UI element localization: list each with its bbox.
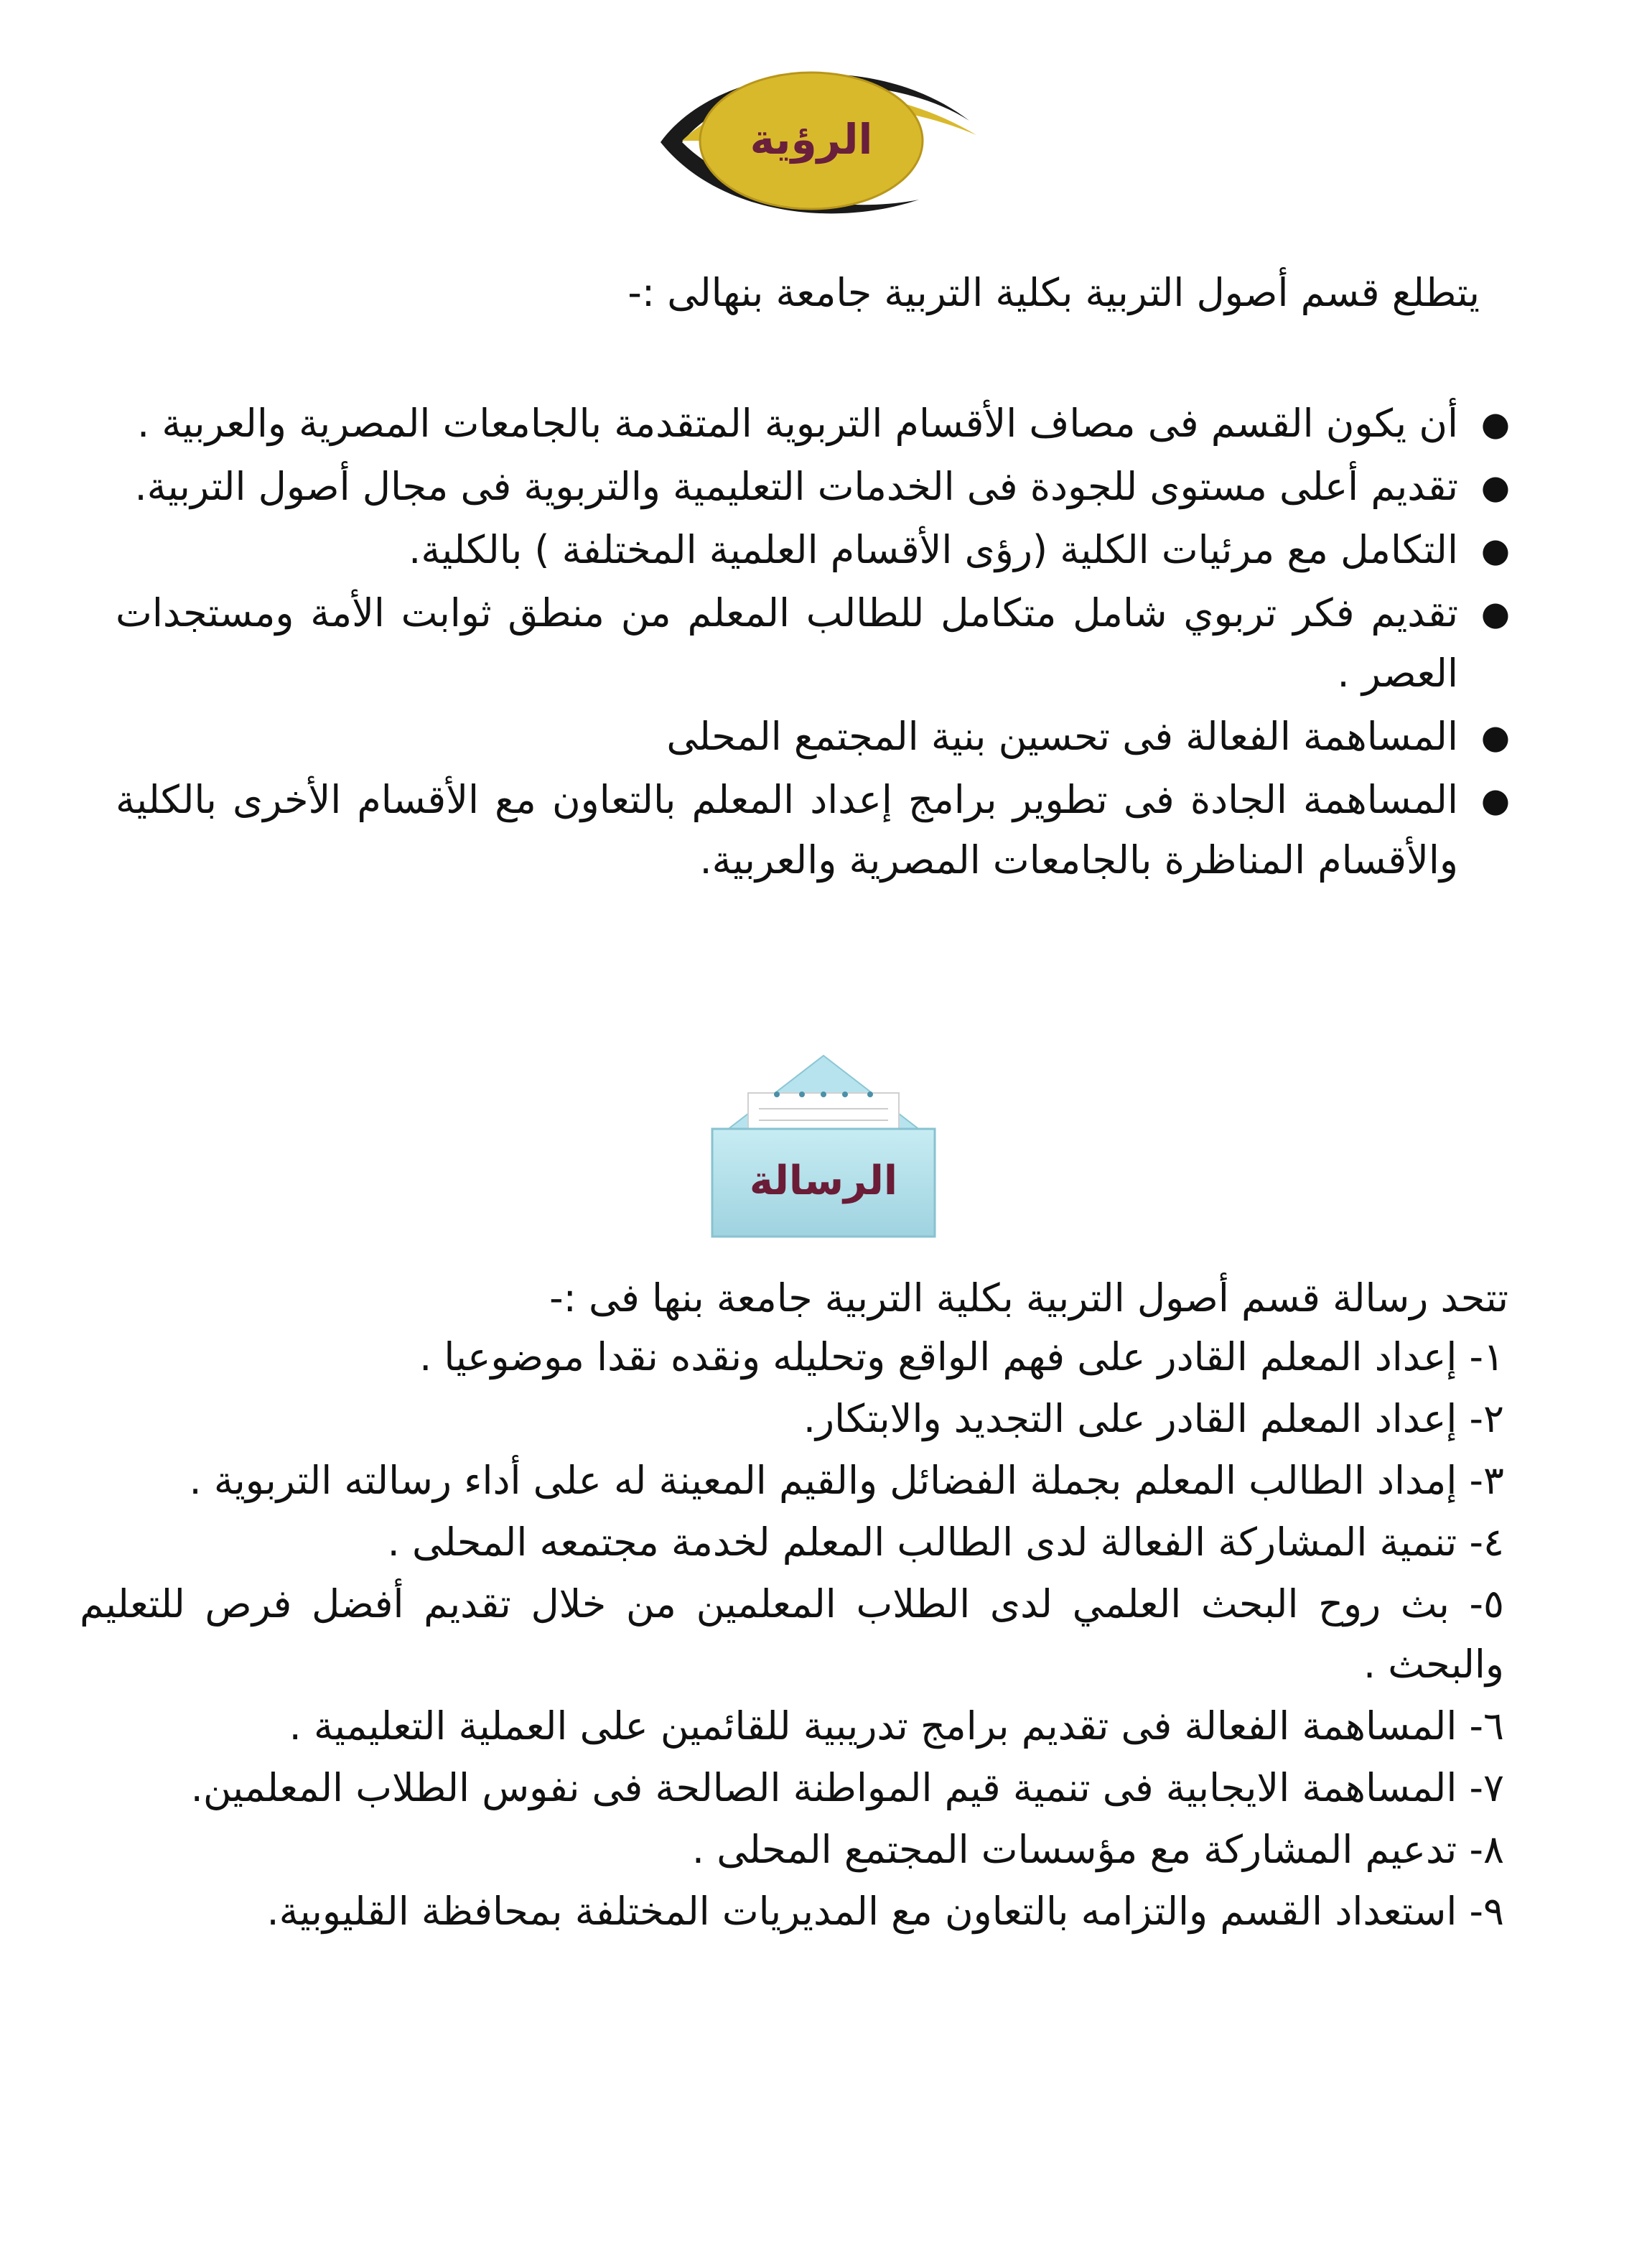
- mission-item: ٥- بث روح البحث العلمي لدى الطلاب المعلمين من خلال تقديم أفضل فرص للتعليم والبحث .: [80, 1581, 1504, 1687]
- vision-logo: [632, 56, 991, 221]
- mission-list: [80, 1327, 1508, 1943]
- vision-item: ● أن يكون القسم فى مصاف الأقسام التربوية المتقدمة بالجامعات المصرية والعربية .: [116, 394, 1523, 454]
- mission-item: ٣- إمداد الطالب المعلم بجملة الفضائل والقيم المعينة له على أداء رسالته التربوية .: [189, 1458, 1504, 1503]
- mission-intro: تتحد رسالة قسم أصول التربية بكلية التربية جامعة بنها فى :-: [549, 1275, 1508, 1321]
- vision-logo-label: الرؤية: [750, 115, 873, 164]
- mission-item: ٢- إعداد المعلم القادر على التجديد والابتكار.: [803, 1396, 1504, 1441]
- bullet-icon: ●: [1480, 467, 1510, 506]
- mission-item: ٦- المساهمة الفعالة فى تقديم برامج تدريبية للقائمين على العملية التعليمية .: [289, 1703, 1504, 1749]
- mission-item: ١- إعداد المعلم القادر على فهم الواقع وتحليله ونقده نقدا موضوعيا .: [419, 1334, 1504, 1379]
- bullet-icon: ●: [1480, 594, 1510, 633]
- bullet-icon: ●: [1480, 717, 1510, 756]
- vision-intro: يتطلع قسم أصول التربية بكلية التربية جامعة بنهالى :-: [627, 270, 1480, 315]
- envelope-icon: [698, 1050, 949, 1244]
- vision-item: ● تقديم أعلى مستوى للجودة فى الخدمات التعليمية والتربوية فى مجال أصول التربية.: [116, 457, 1523, 517]
- mission-item: ٩- استعداد القسم والتزامه بالتعاون مع المديريات المختلفة بمحافظة القليوبية.: [266, 1889, 1504, 1934]
- vision-item: ● التكامل مع مرئيات الكلية (رؤى الأقسام العلمية المختلفة ) بالكلية.: [116, 520, 1523, 580]
- bullet-icon: ●: [1480, 781, 1510, 819]
- mission-emblem: [698, 1050, 949, 1244]
- vision-item: ● تقديم فكر تربوي شامل متكامل للطالب المعلم من منطق ثوابت الأمة ومستجدات العصر .: [116, 583, 1523, 704]
- mission-emblem-label: الرسالة: [749, 1158, 898, 1204]
- vision-item: ● المساهمة الفعالة فى تحسين بنية المجتمع المحلى: [116, 707, 1523, 767]
- vision-list: [116, 394, 1523, 893]
- mission-item: ٨- تدعيم المشاركة مع مؤسسات المجتمع المحلى .: [691, 1827, 1504, 1872]
- mission-item: ٧- المساهمة الايجابية فى تنمية قيم المواطنة الصالحة فى نفوس الطلاب المعلمين.: [190, 1765, 1504, 1810]
- bullet-icon: ●: [1480, 404, 1510, 443]
- bullet-icon: ●: [1480, 531, 1510, 569]
- vision-item: ● المساهمة الجادة فى تطوير برامج إعداد المعلم بالتعاون مع الأقسام الأخرى بالكلية والأقسام المناظرة بالجامعات المصرية والعربية.: [116, 770, 1523, 890]
- mission-item: ٤- تنمية المشاركة الفعالة لدى الطالب المعلم لخدمة مجتمعه المحلى .: [387, 1520, 1504, 1565]
